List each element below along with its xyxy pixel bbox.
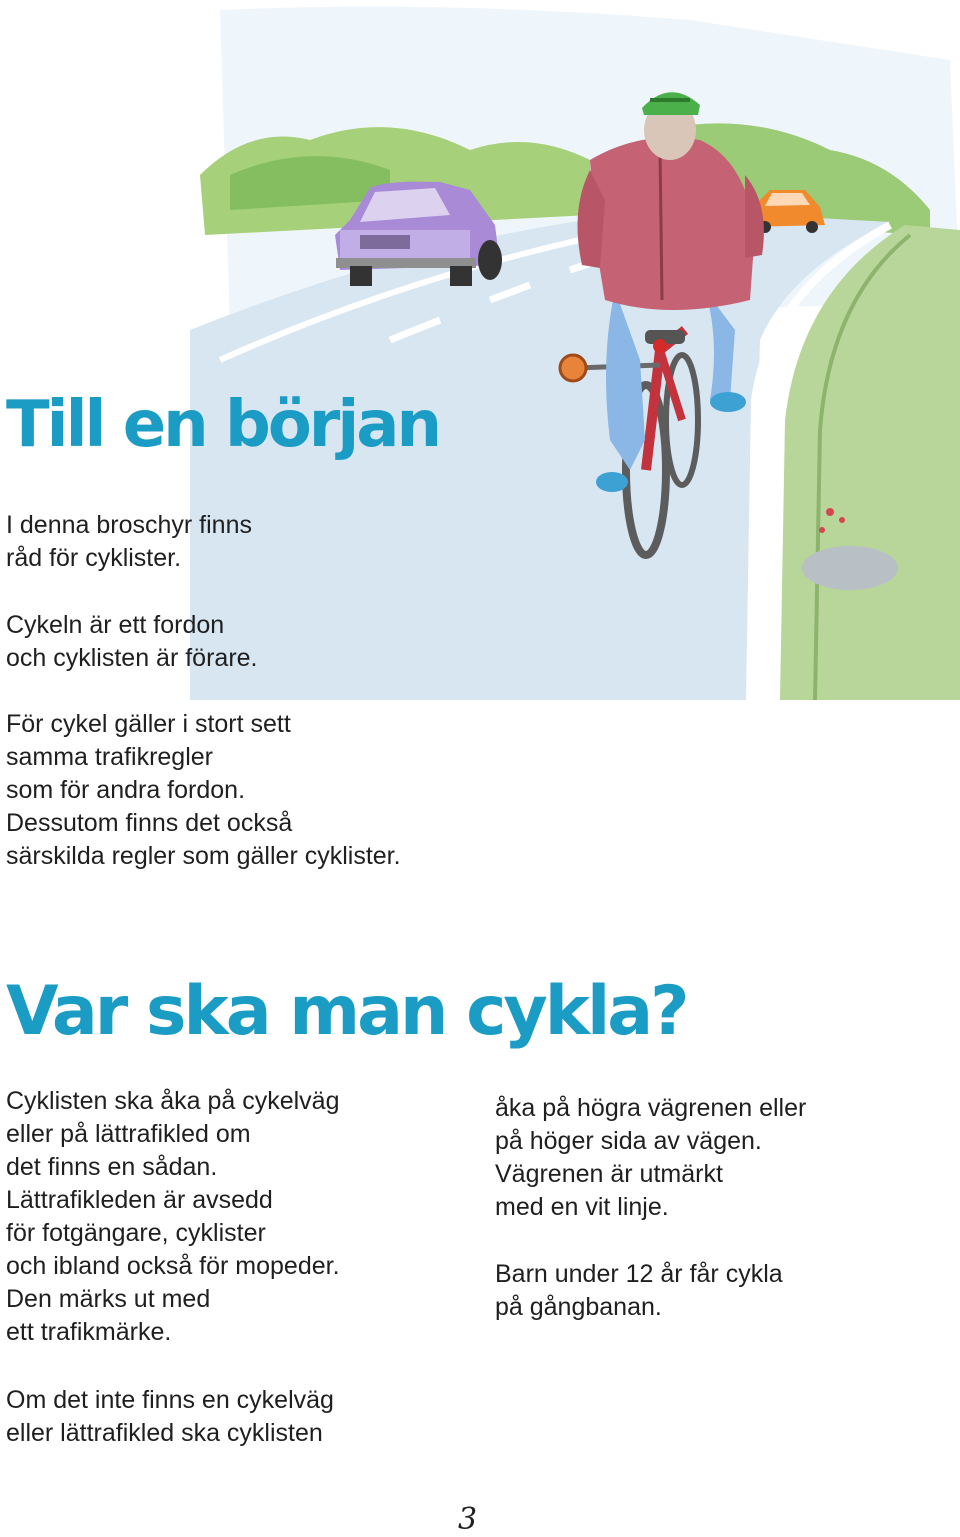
no-cycle-path-paragraph: Om det inte finns en cykelväg eller lättrafikled ska cyklisten [6,1386,334,1447]
section-title-var-ska-man-cykla: Var ska man cykla? [6,972,687,1051]
cycle-path-paragraph: Cyklisten ska åka på cykelväg eller på lättrafikled om det finns en sådan. Lättrafikleden är avsedd för fotgängare, cyklister och ibland också för mopeder. Den märks ut med ett trafikmärke. [6,1087,340,1346]
road-shoulder-paragraph: åka på högra vägrenen eller på höger sida av vägen. Vägrenen är utmärkt med en vit linje. [495,1094,807,1221]
intro-paragraph: I denna broschyr finns råd för cyklister. [6,511,252,572]
page-number: 3 [458,1502,478,1537]
children-sidewalk-paragraph: Barn under 12 år får cykla på gångbanan. [495,1260,783,1321]
traffic-rules-paragraph: För cykel gäller i stort sett samma trafikregler som för andra fordon. Dessutom finns det också särskilda regler som gäller cyklister. [6,710,401,870]
bicycle-vehicle-paragraph: Cykeln är ett fordon och cyklisten är förare. [6,611,258,672]
section-title-till-en-borjan: Till en början [6,388,440,462]
cyclist-road-illustration [190,0,960,700]
